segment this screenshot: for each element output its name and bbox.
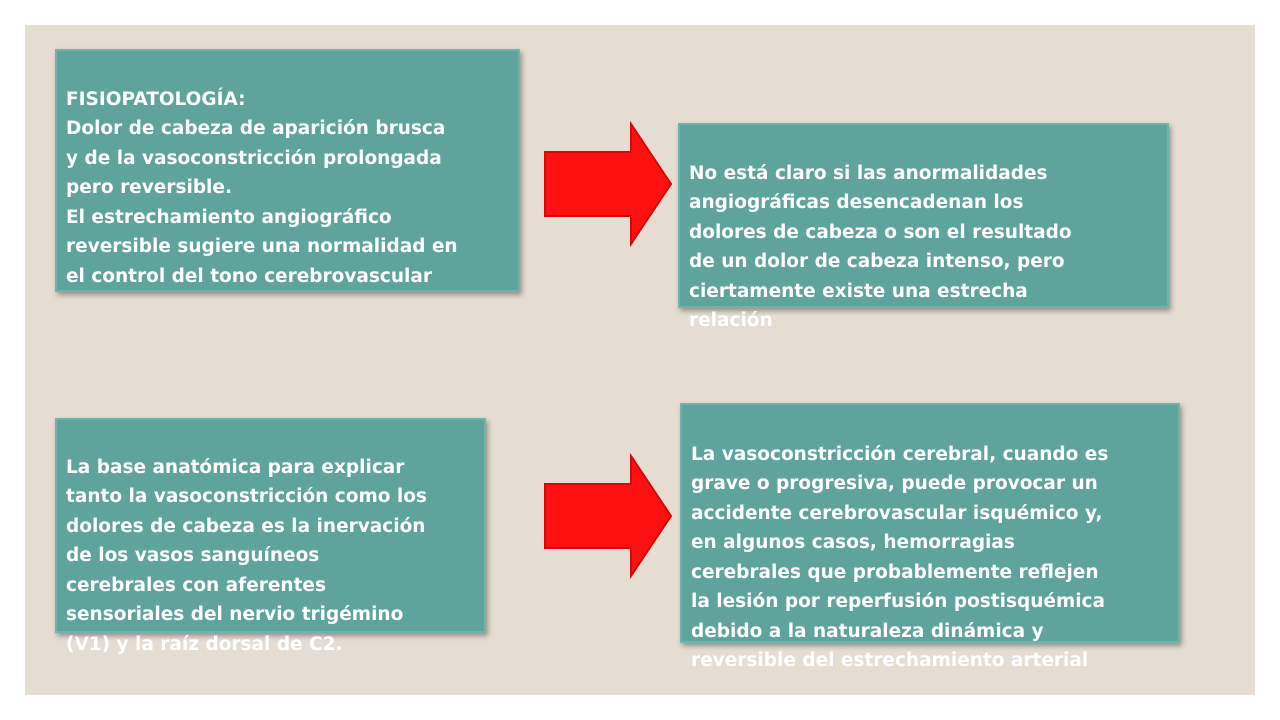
cerebral-vasoconstriction-box (680, 403, 1180, 671)
pathophysiology-text: Dolor de cabeza de aparición brusca y de la vasoconstricción prolongada pero reversible. El estrechamiento angiográfico reversible sugiere una normalidad en el control del tono cerebrovascular (66, 118, 458, 287)
pathophysiology-title: FISIOPATOLOGÍA: (66, 88, 246, 110)
pathophysiology-box (55, 49, 520, 292)
anatomical-basis-box (55, 418, 486, 655)
right-arrow-icon (543, 122, 673, 247)
cerebral-vasoconstriction-text: La vasoconstricción cerebral, cuando es grave o progresiva, puede provocar un accidente cerebrovascular isquémico y, en algunos casos, hemorragias cerebrales que probablemente reflejen la lesión por reperfusión postisquémica debido a la naturaleza dinámica y reversible del estrechamiento arterial (691, 443, 1109, 671)
angiographic-relation-box (678, 123, 1169, 331)
anatomical-basis-text: La base anatómica para explicar tanto la vasoconstricción como los dolores de cabeza es la inervación de los vasos sanguíneos cerebrales con aferentes sensoriales del nervio trigémino (V1) y la raíz dorsal de C2. (66, 456, 427, 655)
slide-canvas (25, 25, 1255, 695)
right-arrow-icon (543, 454, 673, 579)
angiographic-relation-text: No está claro si las anormalidades angiográficas desencadenan los dolores de cabeza o son el resultado de un dolor de cabeza intenso, pero ciertamente existe una estrecha relación (689, 162, 1072, 331)
